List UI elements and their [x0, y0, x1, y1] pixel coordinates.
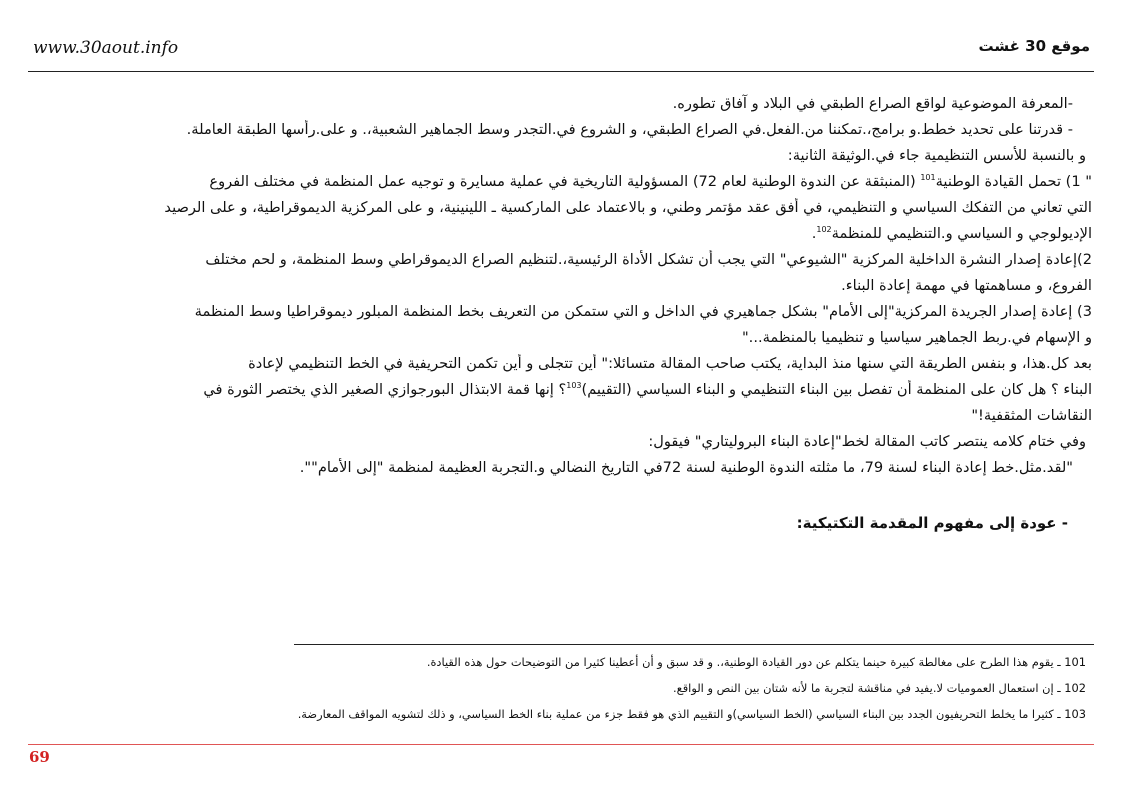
footnote-102: 102 ـ إن استعمال العموميات لا.يفيد في مناقشة لتجربة ما لأنه شتان بين النص و الواقع. — [673, 681, 1086, 695]
text-line: - قدرتنا على تحديد خطط.و برامج،.تمكننا من.الفعل.في الصراع الطبقي، و الشروع في.التجدر وسط الجماهير الشعبية،. و على.رأسها الطبقة العاملة. — [186, 121, 1073, 138]
text-line: "لقد.مثل.خط إعادة البناء لسنة 79، ما مثلته الندوة الوطنية لسنة 72في التاريخ النضالي و.التجربة العظيمة لمنظمة "إلى الأمام"". — [299, 459, 1073, 476]
page-number: 69 — [29, 748, 50, 766]
text-line: بعد كل.هذا، و بنفس الطريقة التي سنها منذ البداية، يكتب صاحب المقالة متسائلا:" أين تتجلى و أين تكمن التحريفية في الخط التنظيمي لإعادة — [248, 355, 1092, 372]
article-body — [28, 94, 1092, 534]
text-line: الإديولوجي و السياسي و.التنظيمي للمنظمة$^{102}$. — [811, 225, 1092, 242]
text-line: الفروع، و مساهمتها في مهمة إعادة البناء. — [841, 277, 1092, 294]
footnote-101: 101 ـ يقوم هذا الطرح على مغالطة كبيرة حينما يتكلم عن دور القيادة الوطنية،. و قد سبق و أن أعطينا كثيرا من التوضيحات حول هذه القيادة. — [426, 655, 1086, 669]
footnote-ref-101: 101 — [920, 173, 936, 182]
footnote-ref-102: 102 — [816, 225, 832, 234]
site-title: موقع 30 غشت — [978, 37, 1090, 55]
text-line: و الإسهام في.ربط الجماهير سياسيا و تنظيميا بالمنظمة..." — [741, 329, 1092, 346]
text-line: النقاشات المثقفية!" — [971, 407, 1092, 424]
text-line: وفي ختام كلامه ينتصر كاتب المقالة لخط"إعادة البناء البروليتاري" فيقول: — [648, 433, 1086, 450]
header-rule — [28, 71, 1094, 72]
footnote-rule — [294, 644, 1094, 645]
text-line: 2)إعادة إصدار النشرة الداخلية المركزية "الشيوعي" التي يجب أن تشكل الأداة الرئيسية،.لتنظيم الصراع الديموقراطي وسط المنظمة، و لحم مختلف — [205, 251, 1092, 268]
text-line: و بالنسبة للأسس التنظيمية جاء في.الوثيقة الثانية: — [787, 147, 1086, 164]
website-url: www.30aout.info — [33, 38, 179, 58]
text-line: التي تعاني من التفكك السياسي و التنظيمي، في أفق عقد مؤتمر وطني، و بالاعتماد على الماركسية ـ اللينينية، و على المركزية الديموقراطية، و على الرصيد — [164, 199, 1092, 216]
footnote-103: 103 ـ كثيرا ما يخلط التحريفيون الجدد بين البناء السياسي (الخط السياسي)و التقييم الذي هو فقط جزء من عملية بناء الخط السياسي، و ذلك لتشويه المواقف المعارضة. — [297, 707, 1086, 721]
section-subheading: - عودة إلى مفهوم المقدمة التكتيكية: — [796, 514, 1068, 532]
footer-rule — [28, 744, 1094, 745]
text-line: 3) إعادة إصدار الجريدة المركزية"إلى الأمام" بشكل جماهيري في الداخل و التي ستمكن من التعريف بخط المنظمة المبلور ديموقراطيا وسط المنظمة — [194, 303, 1092, 320]
text-line: البناء ؟ هل كان على المنظمة أن تفصل بين البناء التنظيمي و البناء السياسي (التقييم)$^{103}$؟ إنها قمة الابتذال البورجوازي الصغير الذي يختصر الثورة في — [203, 381, 1092, 398]
spacer — [28, 484, 1092, 512]
text-line: " 1) تحمل القيادة الوطنية$^{101}$ (المنبثقة عن الندوة الوطنية لعام 72) المسؤولية التاريخية في عملية مسايرة و توجيه عمل المنظمة في مختلف الفروع — [209, 173, 1092, 190]
text-line: -المعرفة الموضوعية لواقع الصراع الطبقي في البلاد و آفاق تطوره. — [672, 95, 1073, 112]
footnote-ref-103: 103 — [566, 381, 582, 390]
